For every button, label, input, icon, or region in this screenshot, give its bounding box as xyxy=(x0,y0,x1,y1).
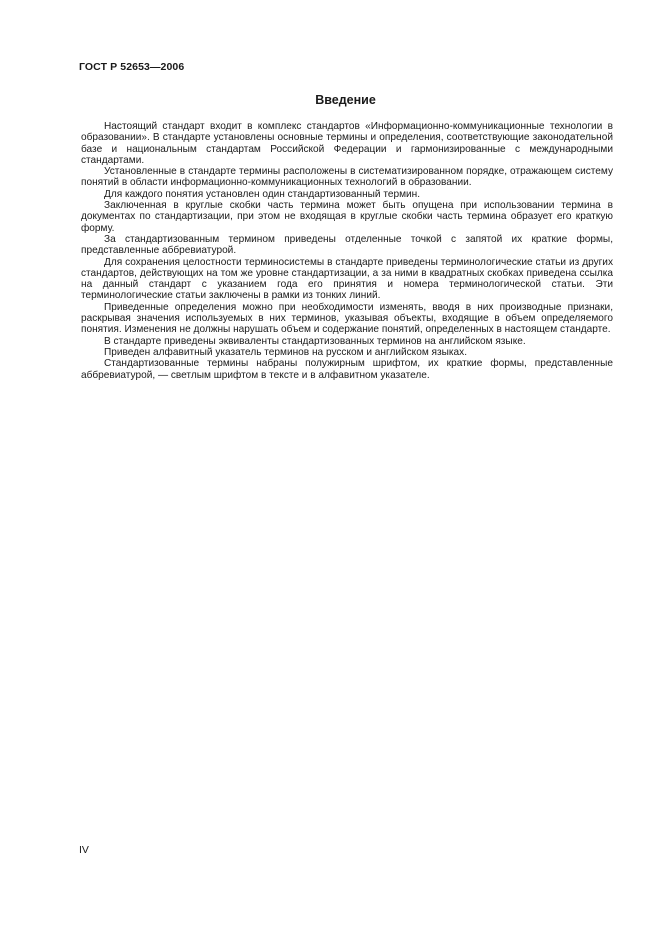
paragraph: Стандартизованные термины набраны полужирным шрифтом, их краткие формы, представленные аббревиатурой, — светлым шрифтом в тексте и в алфавитном указателе. xyxy=(81,358,613,381)
paragraph: Для каждого понятия установлен один стандартизованный термин. xyxy=(104,188,421,200)
paragraph: В стандарте приведены эквиваленты стандартизованных терминов на английском языке. xyxy=(104,335,526,347)
paragraph: Приведен алфавитный указатель терминов на русском и английском языках. xyxy=(104,346,468,358)
paragraph: Настоящий стандарт входит в комплекс стандартов «Информационно-коммуникационные технологии в образовании». В стандарте установлены основные термины и определения, соответствующие законодательной базе и национальным стандартам Российской Федерации и гармонизированные с международными стандартами. xyxy=(81,121,613,166)
paragraph: Для сохранения целостности терминосистемы в стандарте приведены терминологические статьи из других стандартов, действующих на том же уровне стандартизации, а за ними в квадратных скобках приведена ссылка на данный стандарт с указанием года его принятия и номера терминологической статьи. Эти терминологические статьи заключены в рамки из тонких линий. xyxy=(81,256,613,302)
paragraph: Приведенные определения можно при необходимости изменять, вводя в них производные признаки, раскрывая значения используемых в них терминов, указывая объекты, входящие в объем определяемого понятия. Изменения не должны нарушать объем и содержание понятий, определенных в настоящем стандарте. xyxy=(81,301,613,336)
section-title: Введение xyxy=(315,93,376,107)
paragraph: Заключенная в круглые скобки часть термина может быть опущена при использовании термина в документах по стандартизации, при этом не входящая в круглые скобки часть термина образует его краткую форму. xyxy=(81,200,613,234)
document-header: ГОСТ Р 52653—2006 xyxy=(79,61,185,73)
paragraph: За стандартизованным термином приведены отделенные точкой с запятой их краткие формы, представленные аббревиатурой. xyxy=(81,233,613,257)
page-number: IV xyxy=(79,844,89,856)
paragraph: Установленные в стандарте термины расположены в систематизированном порядке, отражающем систему понятий в области информационно-коммуникационных технологий в образовании. xyxy=(81,166,613,189)
body-text xyxy=(81,121,613,381)
